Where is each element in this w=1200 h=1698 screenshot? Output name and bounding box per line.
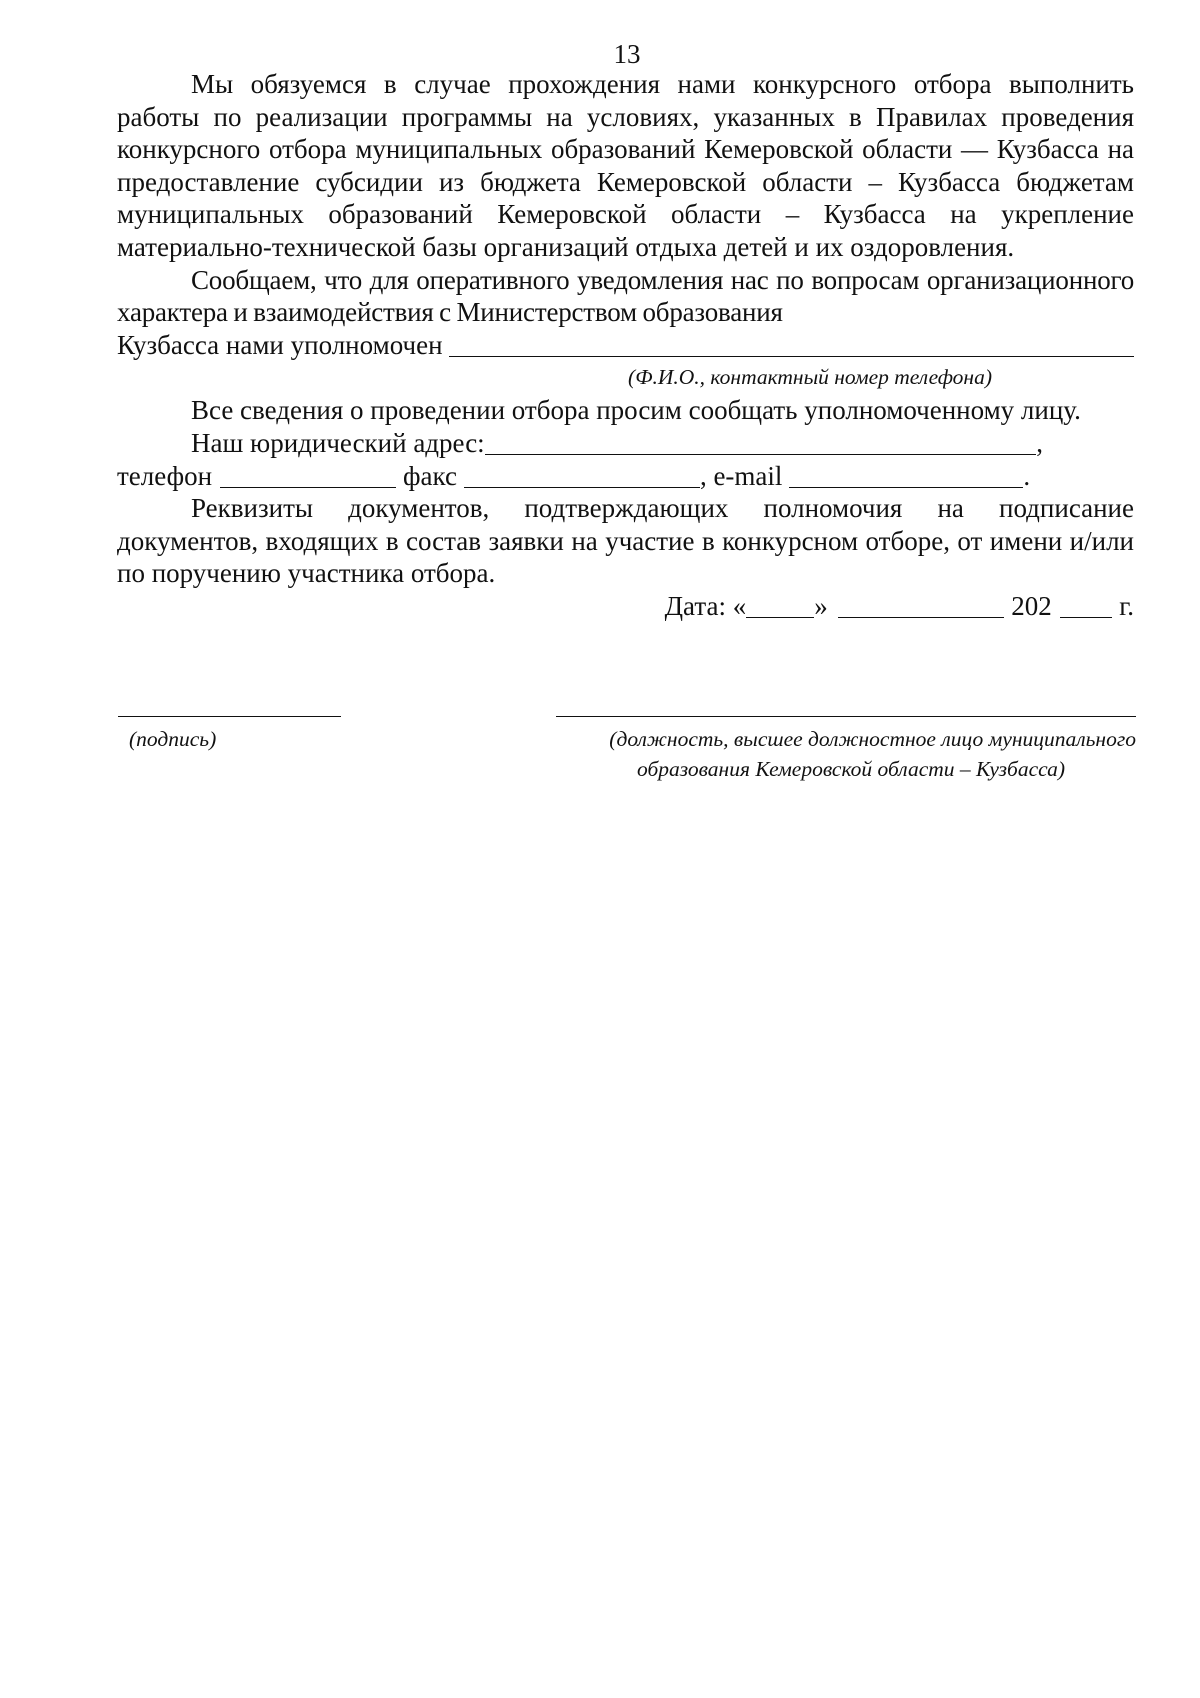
date-label: Дата: « (664, 590, 747, 621)
contacts-line (117, 460, 1134, 493)
legal-address-label: Наш юридический адрес: (191, 427, 485, 458)
date-month-field[interactable] (838, 617, 1004, 618)
authorized-person-caption: (Ф.И.О., контактный номер телефона) (628, 365, 992, 390)
contacts-line-end: . (1023, 460, 1031, 491)
email-label: , e-mail (699, 460, 783, 491)
paragraph-notify: Все сведения о проведении отбора просим сообщать уполномоченному лицу. (191, 395, 1081, 426)
phone-label: телефон (117, 460, 213, 491)
legal-address-field[interactable] (485, 454, 1037, 455)
authorized-person-label: Кузбасса нами уполномочен (117, 329, 443, 360)
date-year-suffix: г. (1119, 590, 1134, 621)
date-day-field[interactable] (746, 617, 814, 618)
legal-address-comma: , (1036, 427, 1043, 458)
fax-field[interactable] (464, 487, 700, 488)
signature-line[interactable] (118, 716, 341, 717)
legal-address-line (117, 427, 1134, 460)
paragraph-obligation: Мы обязуемся в случае прохождения нами конкурсного отбора выполнить работы по реализации программы на условиях, указанных в Правилах проведения конкурсного отбора муниципальных образований Кемеровской области — Кузбасса на предоставление субсидии из бюджета Кемеровской области – Кузбасса бюджетам муниципальных образований Кемеровской области – Кузбасса на укрепление материально-технической базы организаций отдыха детей и их оздоровления. (117, 69, 1134, 262)
date-year-field[interactable] (1060, 617, 1112, 618)
document-body (117, 68, 1134, 623)
paragraph-authorized-person: Сообщаем, что для оперативного уведомления нас по вопросам организационного характера и взаимодействия с Министерством образования (117, 264, 1134, 328)
fax-label: факс (403, 460, 457, 491)
authorized-person-line (117, 329, 1134, 362)
date-close-quote: » (814, 590, 828, 621)
date-line (117, 590, 1134, 623)
position-caption (556, 724, 1136, 784)
position-line[interactable] (556, 716, 1136, 717)
position-caption-line1: (должность, высшее должностное лицо муниципального (609, 727, 1136, 751)
page-number: 13 (613, 39, 641, 69)
email-field[interactable] (789, 487, 1023, 488)
signature-caption: (подпись) (129, 727, 217, 751)
position-caption-line2: образования Кемеровской области – Кузбасса) (636, 757, 1066, 781)
authorized-person-field[interactable] (449, 356, 1134, 357)
paragraph-requisites: Реквизиты документов, подтверждающих полномочия на подписание документов, входящих в состав заявки на участие в конкурсном отборе, от имени и/или по поручению участника отбора. (117, 493, 1134, 589)
date-year-prefix: 202 (1011, 590, 1052, 621)
phone-field[interactable] (220, 487, 396, 488)
